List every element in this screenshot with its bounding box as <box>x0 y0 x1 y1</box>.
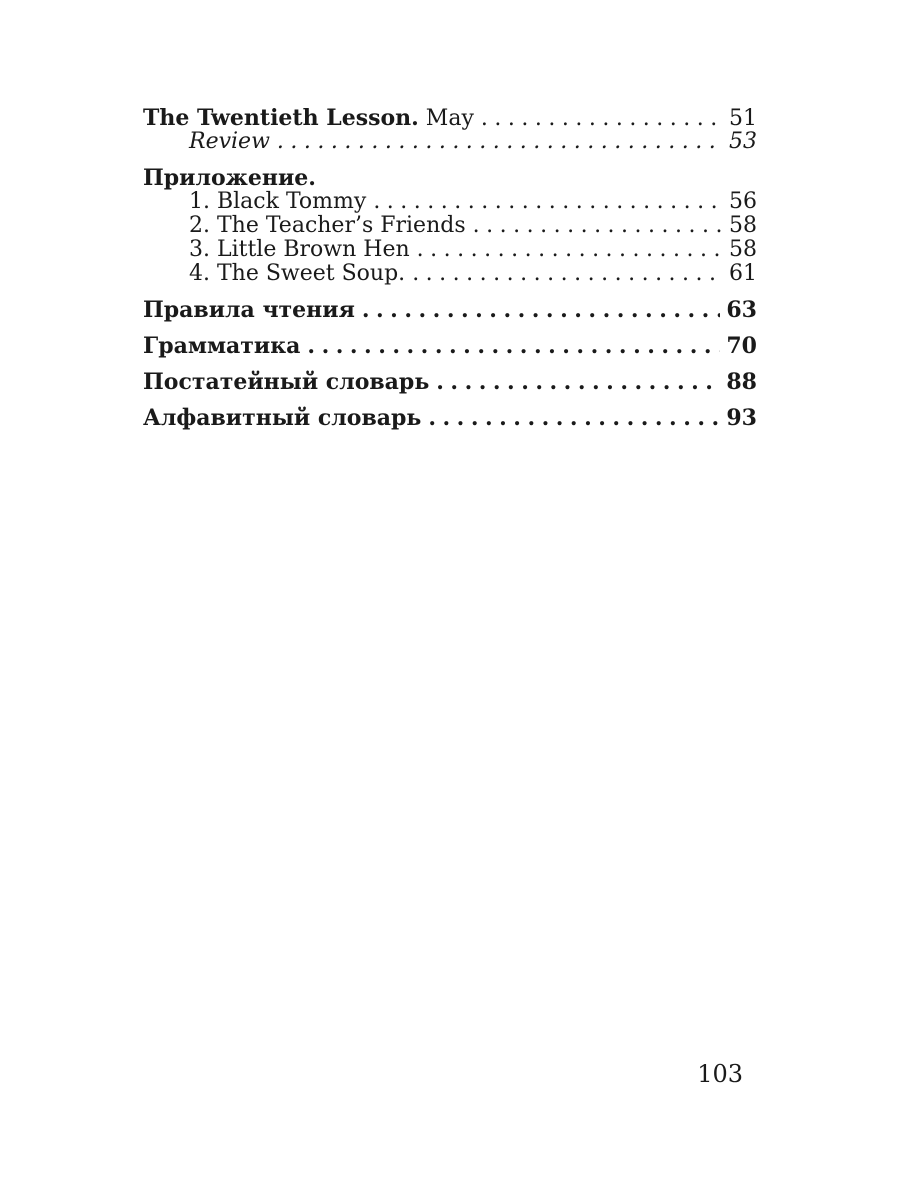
toc-entry-page: 58 <box>729 213 757 238</box>
toc-entry-label: 4. The Sweet Soup. <box>189 261 406 286</box>
table-of-contents <box>143 106 757 430</box>
toc-entry-page: 63 <box>726 297 757 323</box>
toc-entry-label: Постатейный словарь <box>143 369 430 395</box>
toc-entry <box>143 214 757 238</box>
dot-leader <box>307 334 720 358</box>
toc-entry-page: 88 <box>726 369 757 395</box>
dot-leader <box>277 130 723 154</box>
toc-entry <box>143 298 757 322</box>
toc-entry-page: 53 <box>729 129 757 154</box>
toc-entry-label: Review <box>189 129 270 154</box>
toc-entry-label: Правила чтения <box>143 297 355 323</box>
dot-leader <box>412 262 723 286</box>
dot-leader <box>373 190 723 214</box>
toc-entry <box>143 238 757 262</box>
toc-entry-label: Приложение. <box>143 165 316 191</box>
dot-leader <box>428 406 720 430</box>
toc-entry <box>143 190 757 214</box>
toc-entry <box>143 106 757 130</box>
dot-leader <box>417 238 723 262</box>
toc-entry-label: 1. Black Tommy <box>189 189 367 214</box>
toc-entry-label: The Twentieth Lesson. May <box>143 105 474 131</box>
toc-entry-page: 56 <box>729 189 757 214</box>
toc-entry <box>143 166 757 190</box>
dot-leader <box>481 107 723 131</box>
toc-entry-page: 58 <box>729 237 757 262</box>
toc-entry-label: Грамматика <box>143 333 301 359</box>
dot-leader <box>436 370 720 394</box>
toc-entry <box>143 130 757 154</box>
toc-entry-label: 3. Little Brown Hen <box>189 237 410 262</box>
page-number: 103 <box>697 1060 743 1088</box>
toc-entry-page: 51 <box>729 106 757 131</box>
toc-entry-page: 93 <box>726 405 757 431</box>
dot-leader <box>362 298 721 322</box>
toc-entry <box>143 406 757 430</box>
toc-entry-label: 2. The Teacher’s Friends <box>189 213 466 238</box>
toc-entry <box>143 370 757 394</box>
toc-entry-page: 61 <box>729 261 757 286</box>
toc-entry-label-bold-prefix: The Twentieth Lesson. <box>143 105 419 131</box>
toc-entry-label: Алфавитный словарь <box>143 405 422 431</box>
toc-entry <box>143 262 757 286</box>
dot-leader <box>473 214 723 238</box>
toc-entry <box>143 334 757 358</box>
toc-entry-page: 70 <box>726 333 757 359</box>
